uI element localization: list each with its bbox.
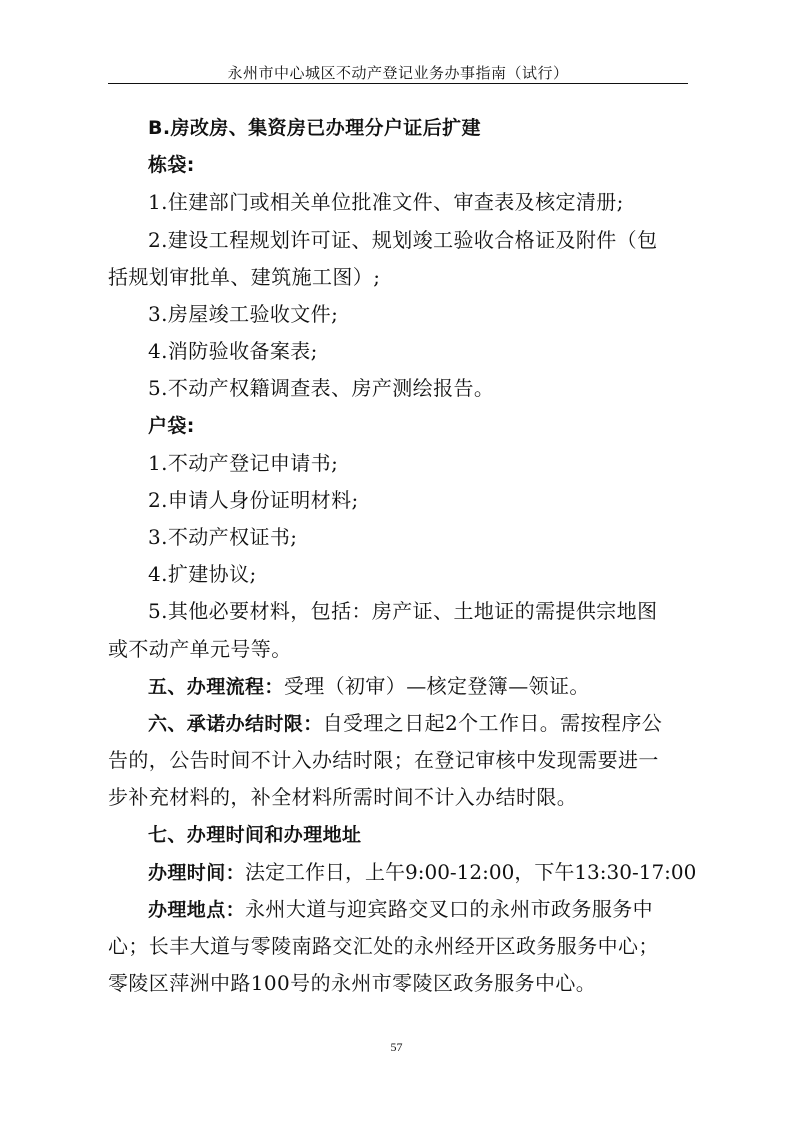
hudai-item: 1.不动产登记申请书; <box>148 450 339 475</box>
office-location-continuation: 心；长丰大道与零陵南路交汇处的永州经开区政务服务中心； <box>108 934 659 959</box>
hudai-item: 2.申请人身份证明材料; <box>148 487 359 512</box>
hudai-item: 5.其他必要材料，包括：房产证、土地证的需提供宗地图 <box>148 599 658 624</box>
office-location-text: 永州大道与迎宾路交叉口的永州市政务服务中 <box>245 896 654 921</box>
section-6-continuation: 告的，公告时间不计入办结时限；在登记审核中发现需要进一 <box>108 748 659 773</box>
page-header-title: 永州市中心城区不动产登记业务办事指南（试行） <box>227 66 569 82</box>
section-5-text: 受理（初审）—核定登簿—领证。 <box>283 673 590 698</box>
office-location <box>108 891 688 928</box>
section-6-text: 自受理之日起2个工作日。需按程序公 <box>322 711 663 735</box>
section-6 <box>108 705 688 742</box>
section-5 <box>108 668 688 705</box>
office-location-label: 办理地点： <box>148 898 246 921</box>
office-hours-label: 办理时间： <box>148 861 246 884</box>
dongdai-item: 4.消防验收备案表; <box>148 339 318 364</box>
section-b-title: B.房改房、集资房已办理分户证后扩建 <box>148 117 481 139</box>
dongdai-item-continuation: 括规划审批单、建筑施工图）; <box>108 264 381 289</box>
dongdai-item: 3.房屋竣工验收文件; <box>148 301 339 326</box>
hudai-item: 3.不动产权证书; <box>148 525 298 550</box>
document-body <box>108 110 697 1003</box>
office-hours-text: 法定工作日，上午9:00-12:00，下午13:30-17:00 <box>245 859 697 884</box>
section-6-label: 六、承诺办结时限： <box>148 713 323 735</box>
office-location-continuation: 零陵区萍洲中路100号的永州市零陵区政务服务中心。 <box>108 971 597 996</box>
section-6-continuation: 步补充材料的，补全材料所需时间不计入办结时限。 <box>108 785 578 810</box>
dongdai-item: 5.不动产权籍调查表、房产测绘报告。 <box>148 376 495 401</box>
dongdai-item: 2.建设工程规划许可证、规划竣工验收合格证及附件（包 <box>148 227 658 252</box>
page-number: 57 <box>390 1040 403 1054</box>
section-5-label: 五、办理流程： <box>148 675 284 698</box>
header-divider <box>108 83 688 84</box>
hudai-label: 户袋: <box>148 414 195 437</box>
hudai-item: 4.扩建协议; <box>148 562 257 587</box>
office-hours <box>108 854 697 891</box>
dongdai-label: 栋袋: <box>148 154 195 177</box>
hudai-item-continuation: 或不动产单元号等。 <box>108 636 292 661</box>
section-7-title: 七、办理时间和办理地址 <box>148 823 362 846</box>
dongdai-item: 1.住建部门或相关单位批准文件、审查表及核定清册; <box>148 190 624 215</box>
